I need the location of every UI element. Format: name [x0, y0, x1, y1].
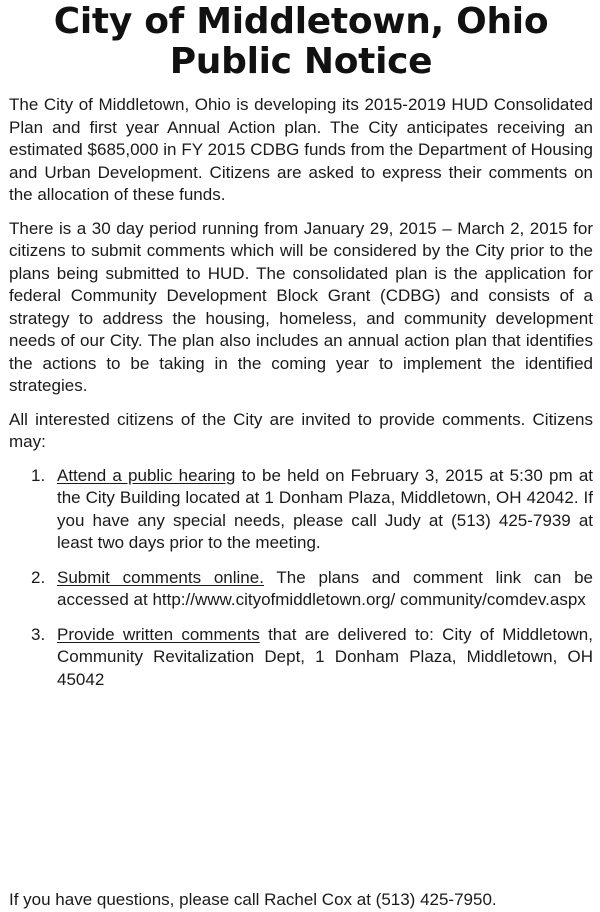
comment-period-paragraph: There is a 30 day period running from January 29, 2015 – March 2, 2015 for citizens to submit comments which will be considered by the City prior to the plans being submitted to HUD. The consolidated plan is the application for federal Community Development Block Grant (CDBG) and consists of a strategy to address the housing, homeless, and community development needs of our City. The plan also includes an annual action plan that identifies the actions to be taking in the coming year to implement the identified strategies. [9, 218, 593, 395]
list-item-number: 1. [31, 465, 46, 485]
list-item [31, 465, 593, 555]
contact-line: If you have questions, please call Rachel Cox at (513) 425-7950. [9, 890, 497, 909]
list-item-text: The plans and comment link can be accessed at http://www.cityofmiddletown.org/ community/comdev.aspx [57, 567, 593, 609]
public-notice [9, 0, 593, 703]
list-item-number: 2. [31, 567, 46, 587]
list-item-text: that are delivered to: City of Middletown, Community Revitalization Dept, 1 Donham Plaza, Middletown, OH 45042 [57, 624, 593, 689]
invitation-paragraph: All interested citizens of the City are invited to provide comments. Citizens may: [9, 409, 593, 451]
list-item [31, 567, 593, 612]
online-comments-heading: Submit comments online. [57, 567, 264, 587]
intro-paragraph: The City of Middletown, Ohio is developing its 2015-2019 HUD Consolidated Plan and first year Annual Action plan. The City anticipates receiving an estimated $685,000 in FY 2015 CDBG funds from the Department of Housing and Urban Development. Citizens are asked to express their comments on the allocation of these funds. [9, 95, 593, 204]
written-comments-heading: Provide written comments [57, 624, 260, 644]
list-item [31, 624, 593, 692]
notice-title: City of Middletown, Ohio [53, 1, 549, 42]
list-item-text: to be held on February 3, 2015 at 5:30 pm at the City Building located at 1 Donham Plaza, Middletown, OH 42042. If you have any special needs, please call Judy at (513) 425-7939 at least two days prior to the meeting. [57, 465, 593, 552]
list-item-number: 3. [31, 624, 46, 644]
participation-options-list [9, 465, 593, 692]
notice-subtitle: Public Notice [169, 41, 433, 82]
public-hearing-heading: Attend a public hearing [57, 465, 236, 485]
